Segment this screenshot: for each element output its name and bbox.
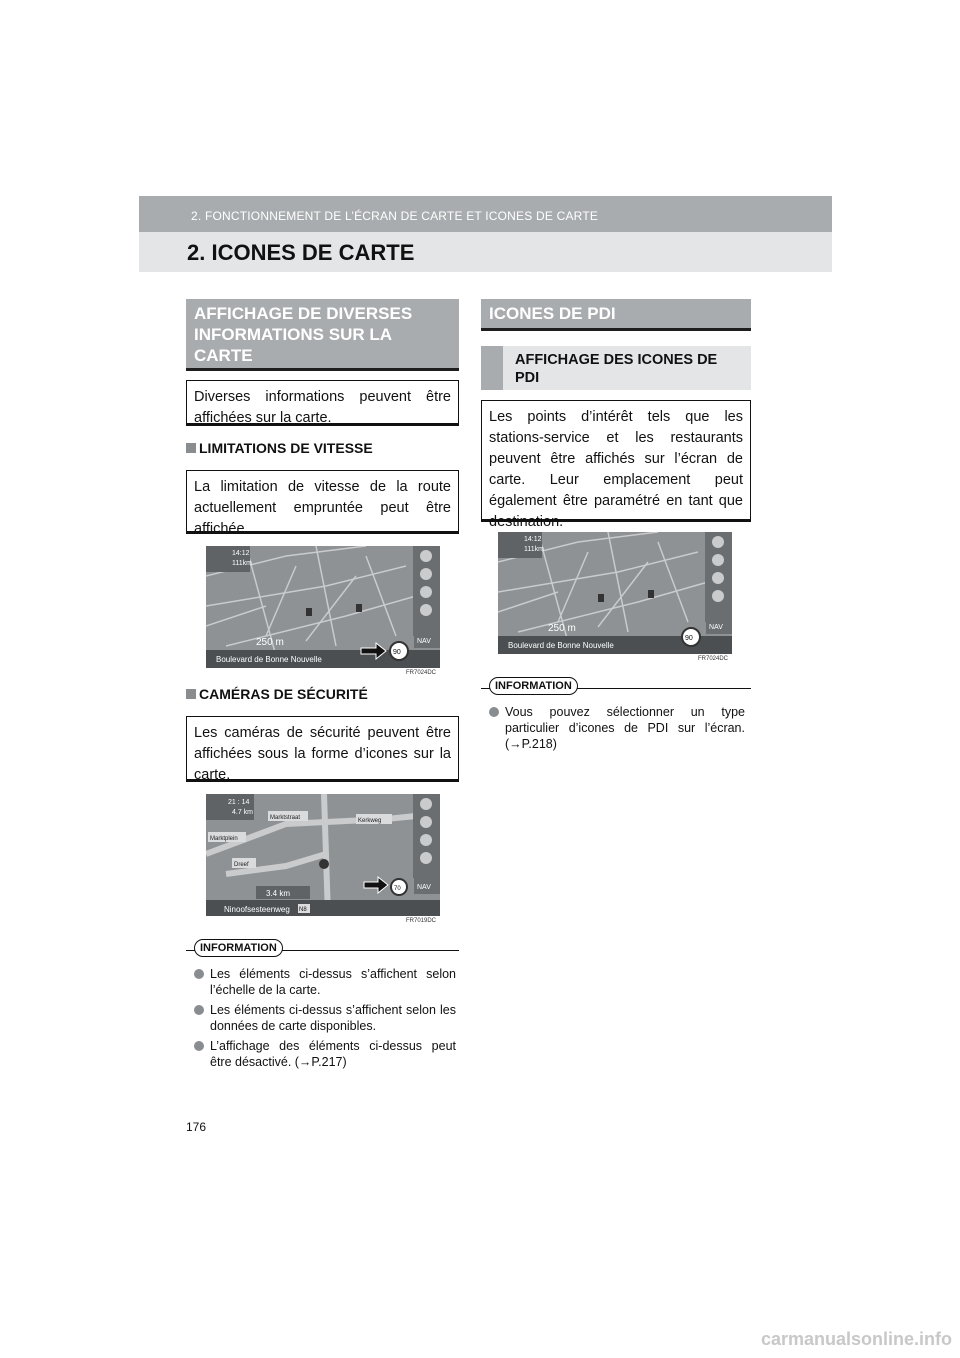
map-label-kerkweg: Kerkweg — [358, 818, 382, 824]
map-nav: NAV — [417, 638, 431, 645]
info-tag: INFORMATION — [194, 939, 283, 957]
map-time: 14:12 — [232, 550, 250, 557]
map-graphic — [206, 794, 440, 916]
cameras-heading: CAMÉRAS DE SÉCURITÉ — [186, 686, 368, 702]
map-street: Boulevard de Bonne Nouvelle — [508, 641, 614, 650]
map-road-badge: N8 — [299, 907, 307, 913]
map-street: Ninoofsesteenweg — [224, 905, 290, 914]
map-distance: 3.4 km — [266, 889, 291, 898]
info-tag: INFORMATION — [489, 677, 578, 695]
map-security-cameras — [206, 794, 440, 916]
section-title-right: ICONES DE PDI — [481, 299, 751, 331]
info-list — [489, 704, 745, 752]
map-speed: 90 — [685, 635, 693, 642]
map-distance: 250 m — [256, 637, 284, 648]
subsection-title: AFFICHAGE DES ICONES DE PDI — [481, 346, 751, 390]
poi-box: Les points d’intérêt tels que les stations-service et les restaurants peuvent être affichés sur l’écran de carte. Leur emplacement peut également être paramétré en tant que destination. — [481, 400, 751, 522]
cameras-box: Les caméras de sécurité peuvent être affichées sous la forme d’icones sur la carte. — [186, 716, 459, 782]
speed-heading: LIMITATIONS DE VITESSE — [186, 440, 373, 456]
bullet-dot-icon — [489, 707, 499, 717]
map-code: FR7024DC — [406, 670, 437, 676]
map-label-dreef: Dreef — [234, 862, 249, 868]
watermark: carmanualsonline.info — [760, 1329, 952, 1349]
map-nav: NAV — [417, 884, 431, 891]
page-title: 2. ICONES DE CARTE — [187, 240, 415, 265]
map-distance: 250 m — [548, 623, 576, 634]
map-dist: 111km — [232, 560, 252, 567]
chapter-header-bar — [139, 196, 832, 232]
page-title-bar — [139, 232, 832, 272]
map-code: FR7019DC — [406, 918, 437, 924]
map-nav: NAV — [709, 624, 723, 631]
map-label-marktstraat: Marktstraat — [270, 815, 301, 821]
square-bullet-icon — [186, 443, 196, 453]
list-item: Les éléments ci-dessus s’affichent selon les données de carte disponibles. — [194, 1002, 456, 1034]
map-time: 21 : 14 — [228, 799, 250, 806]
bullet-dot-icon — [194, 1005, 204, 1015]
list-item: L’affichage des éléments ci-dessus peut être désactivé. (→P.217) — [194, 1038, 456, 1070]
map-graphic — [498, 532, 732, 654]
map-street: Boulevard de Bonne Nouvelle — [216, 655, 322, 664]
section-title-left: AFFICHAGE DE DIVERSES INFORMATIONS SUR LA CARTE — [186, 299, 459, 371]
list-item: Vous pouvez sélectionner un type particulier d’icones de PDI sur l’écran. (→P.218) — [489, 704, 745, 752]
map-speed: 70 — [394, 886, 401, 892]
map-code: FR7024DC — [698, 656, 729, 662]
info-list — [194, 966, 456, 1070]
intro-box: Diverses informations peuvent être affichées sur la carte. — [186, 380, 459, 426]
bullet-dot-icon — [194, 1041, 204, 1051]
bullet-dot-icon — [194, 969, 204, 979]
map-speed: 90 — [393, 649, 401, 656]
map-time: 14:12 — [524, 536, 542, 543]
map-dist: 4.7 km — [232, 809, 254, 816]
list-item: Les éléments ci-dessus s’affichent selon l’échelle de la carte. — [194, 966, 456, 998]
speed-box: La limitation de vitesse de la route actuellement empruntée peut être affichée. — [186, 470, 459, 534]
page-number: 176 — [186, 1120, 207, 1134]
map-dist: 111km — [524, 546, 544, 553]
map-speed-limit — [206, 546, 440, 668]
map-poi-icons — [498, 532, 732, 654]
map-graphic — [206, 546, 440, 668]
map-label-marktplein: Marktplein — [210, 836, 238, 842]
breadcrumb: 2. FONCTIONNEMENT DE L’ÉCRAN DE CARTE ET ICONES DE CARTE — [191, 209, 599, 223]
square-bullet-icon — [186, 689, 196, 699]
